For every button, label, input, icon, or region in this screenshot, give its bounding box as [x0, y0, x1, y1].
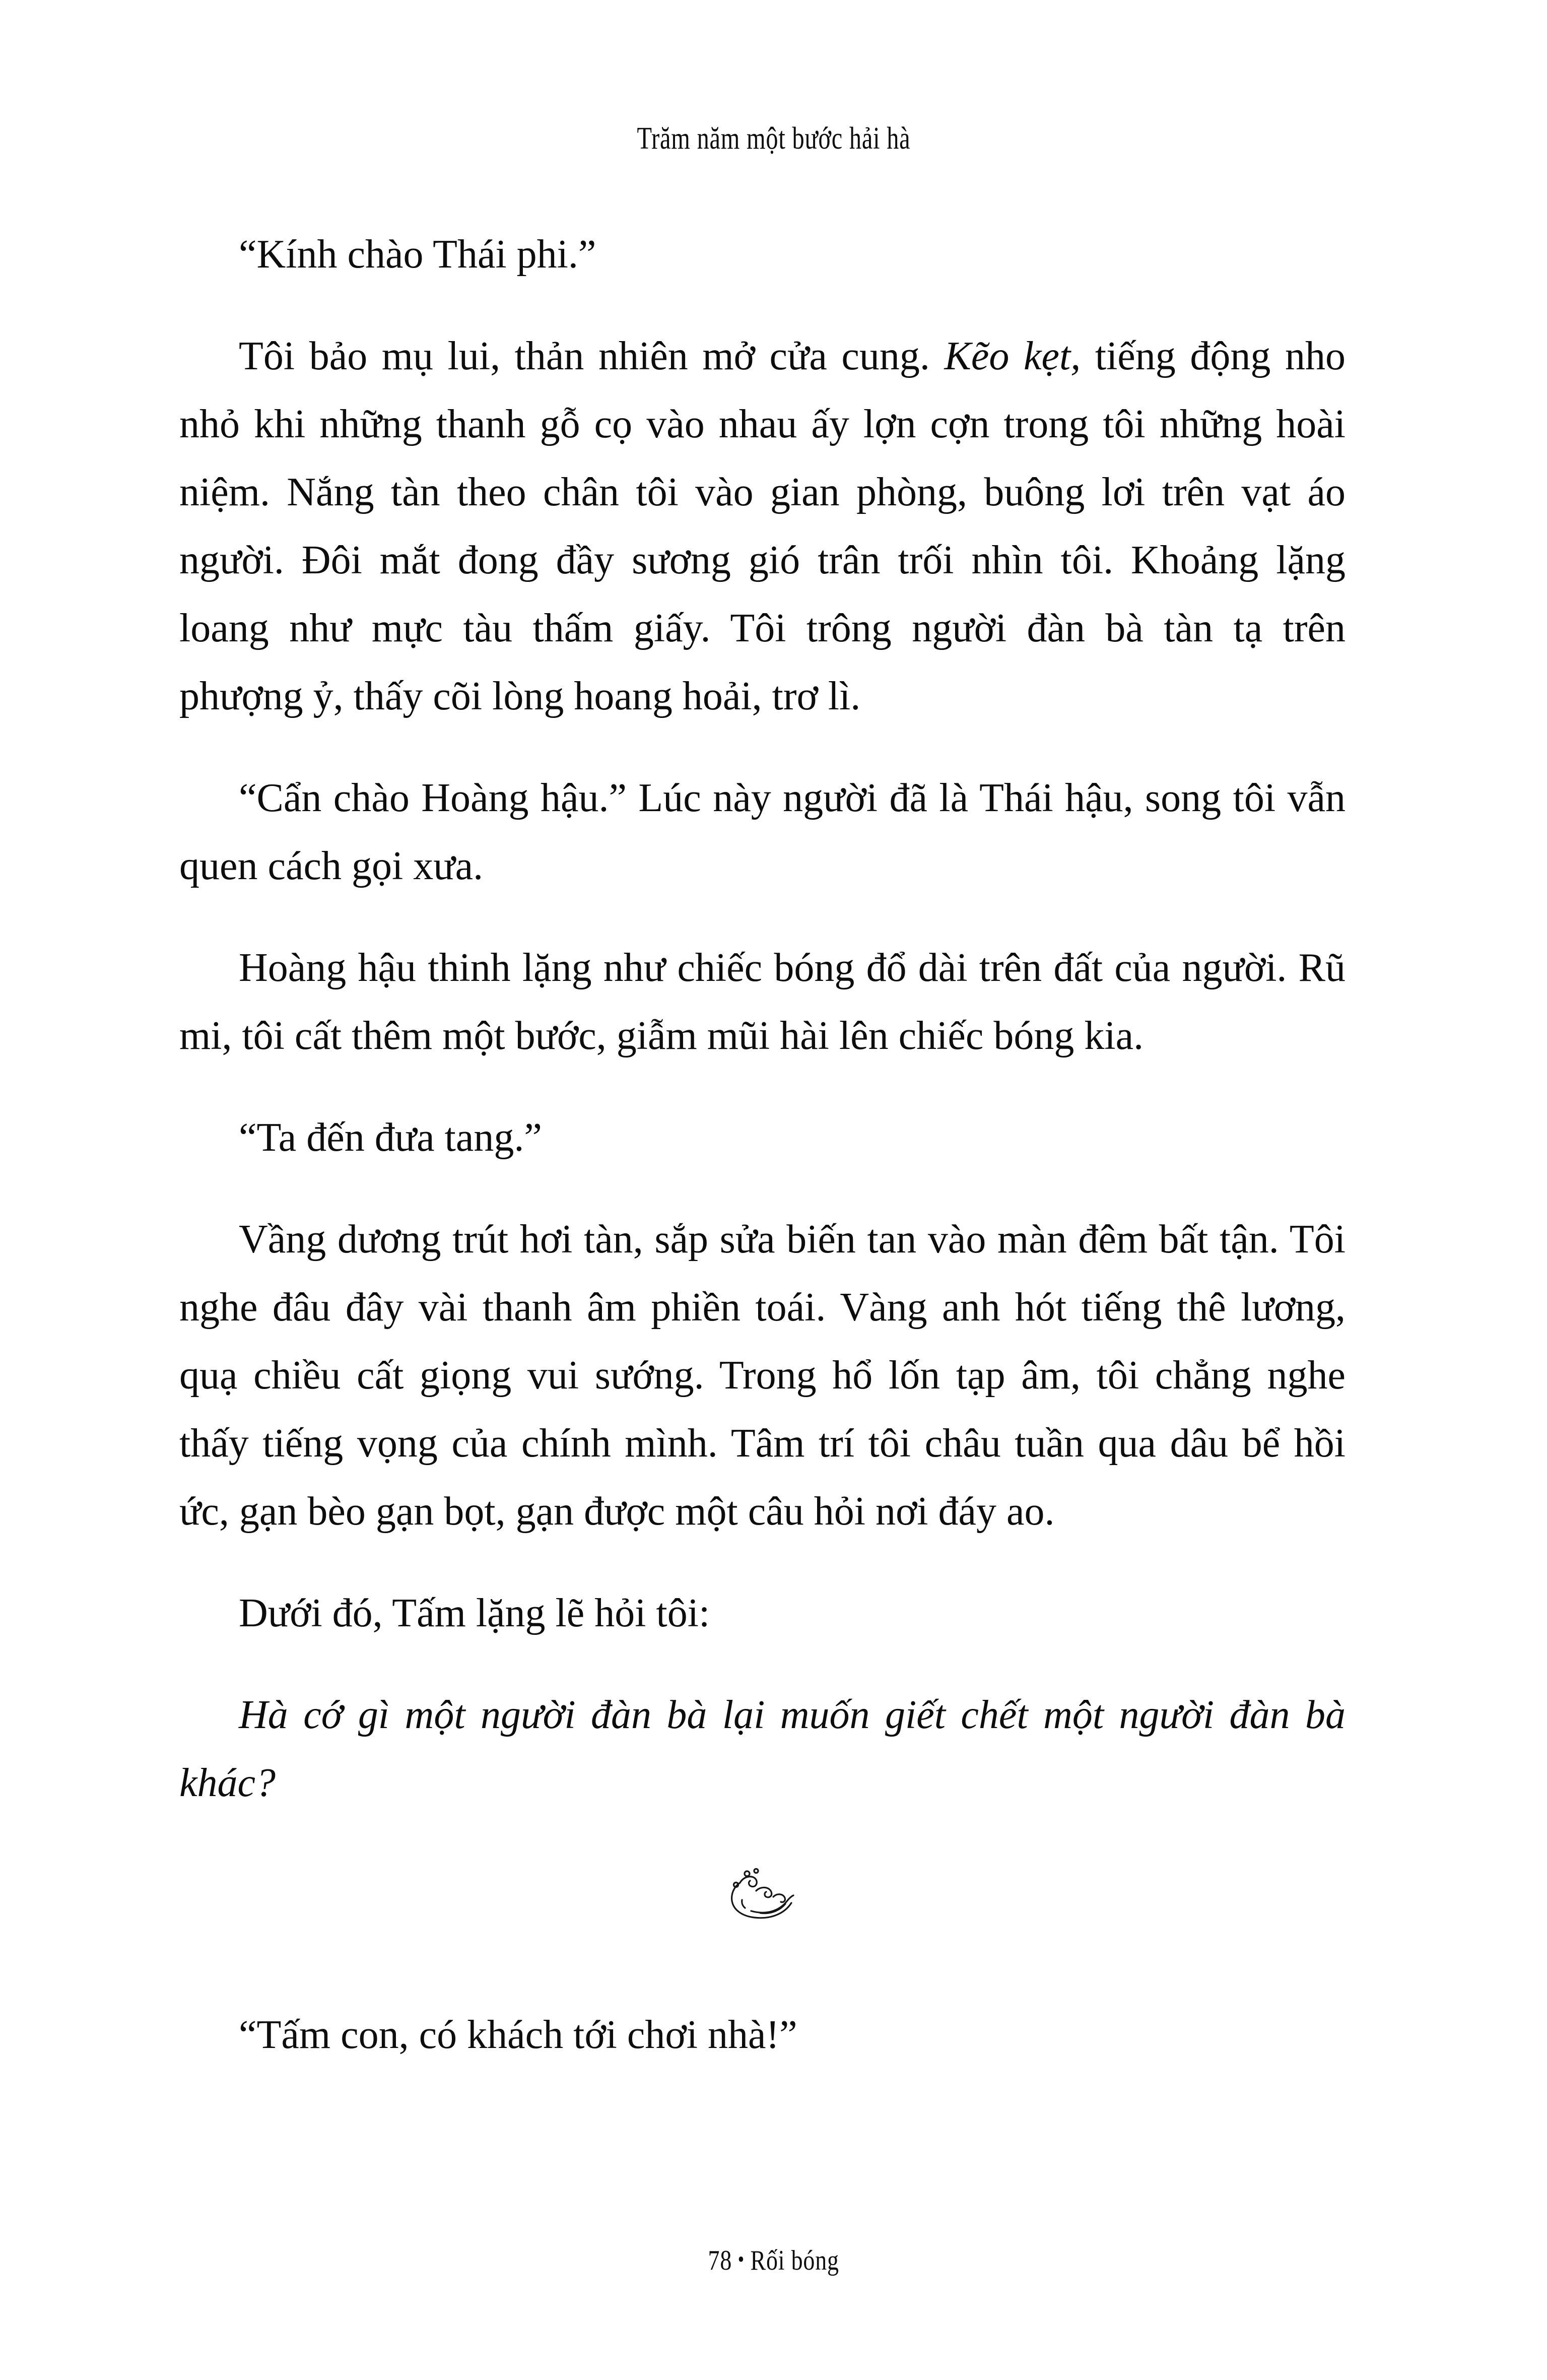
page-body	[179, 221, 1346, 2103]
footer-text	[708, 2243, 839, 2277]
body-paragraph	[179, 764, 1346, 900]
text-segment: Dưới đó, Tấm lặng lẽ hỏi tôi:	[239, 1591, 710, 1635]
paragraphs-block	[179, 221, 1346, 1817]
text-segment: “Kính chào Thái phi.”	[239, 232, 596, 277]
text-segment: tiếng động nho nhỏ khi những thanh gỗ cọ vào nhau ấy lợn cợn trong tôi những hoài niệm. Nắng tàn theo chân tôi vào gian phòng, buông lơi trên vạt áo người. Đôi mắt đong đầy sương gió trân trối nhìn tôi. Khoảng lặng loang như mực tàu thấm giấy. Tôi trông người đàn bà tàn tạ trên phượng ỷ, thấy cõi lòng hoang hoải, trơ lì.	[179, 334, 1346, 718]
text-segment: “Tấm con, có khách tới chơi nhà!”	[239, 2013, 797, 2057]
text-segment: Vầng dương trút hơi tàn, sắp sửa biến tan vào màn đêm bất tận. Tôi nghe đâu đây vài thanh âm phiền toái. Vàng anh hót tiếng thê lương, quạ chiều cất giọng vui sướng. Trong hổ lốn tạp âm, tôi chẳng nghe thấy tiếng vọng của chính mình. Tâm trí tôi châu tuần qua dâu bể hồi ức, gạn bèo gạn bọt, gạn được một câu hỏi nơi đáy ao.	[179, 1217, 1346, 1534]
running-header	[0, 120, 1547, 157]
body-paragraph	[179, 322, 1346, 731]
wave-ornament-icon	[725, 1868, 800, 1926]
body-paragraph	[179, 1104, 1346, 1172]
section-title: Rối bóng	[750, 2245, 839, 2276]
italic-text-segment: Hà cớ gì một người đàn bà lại muốn giết chết một người đàn bà khác?	[179, 1693, 1346, 1805]
italic-text-segment: Kẽo kẹt,	[944, 334, 1081, 378]
body-paragraph	[179, 934, 1346, 1070]
page-footer	[0, 2243, 1547, 2277]
body-paragraph	[179, 1206, 1346, 1546]
section-break	[179, 1868, 1346, 1926]
text-segment: “Ta đến đưa tang.”	[239, 1115, 542, 1160]
body-paragraph	[179, 1681, 1346, 1817]
closing-paragraphs-block	[179, 2001, 1346, 2069]
footer-separator-dot: •	[737, 2247, 745, 2272]
text-segment: Hoàng hậu thinh lặng như chiếc bóng đổ dài trên đất của người. Rũ mi, tôi cất thêm một bước, giẫm mũi hài lên chiếc bóng kia.	[179, 946, 1346, 1058]
running-header-title: Trăm năm một bước hải hà	[637, 121, 910, 156]
text-segment: “Cẩn chào Hoàng hậu.” Lúc này người đã là Thái hậu, song tôi vẫn quen cách gọi xưa.	[179, 776, 1346, 888]
body-paragraph	[179, 1579, 1346, 1647]
page-number: 78	[708, 2245, 732, 2276]
body-paragraph	[179, 221, 1346, 289]
body-paragraph	[179, 2001, 1346, 2069]
text-segment: Tôi bảo mụ lui, thản nhiên mở cửa cung.	[239, 334, 945, 378]
